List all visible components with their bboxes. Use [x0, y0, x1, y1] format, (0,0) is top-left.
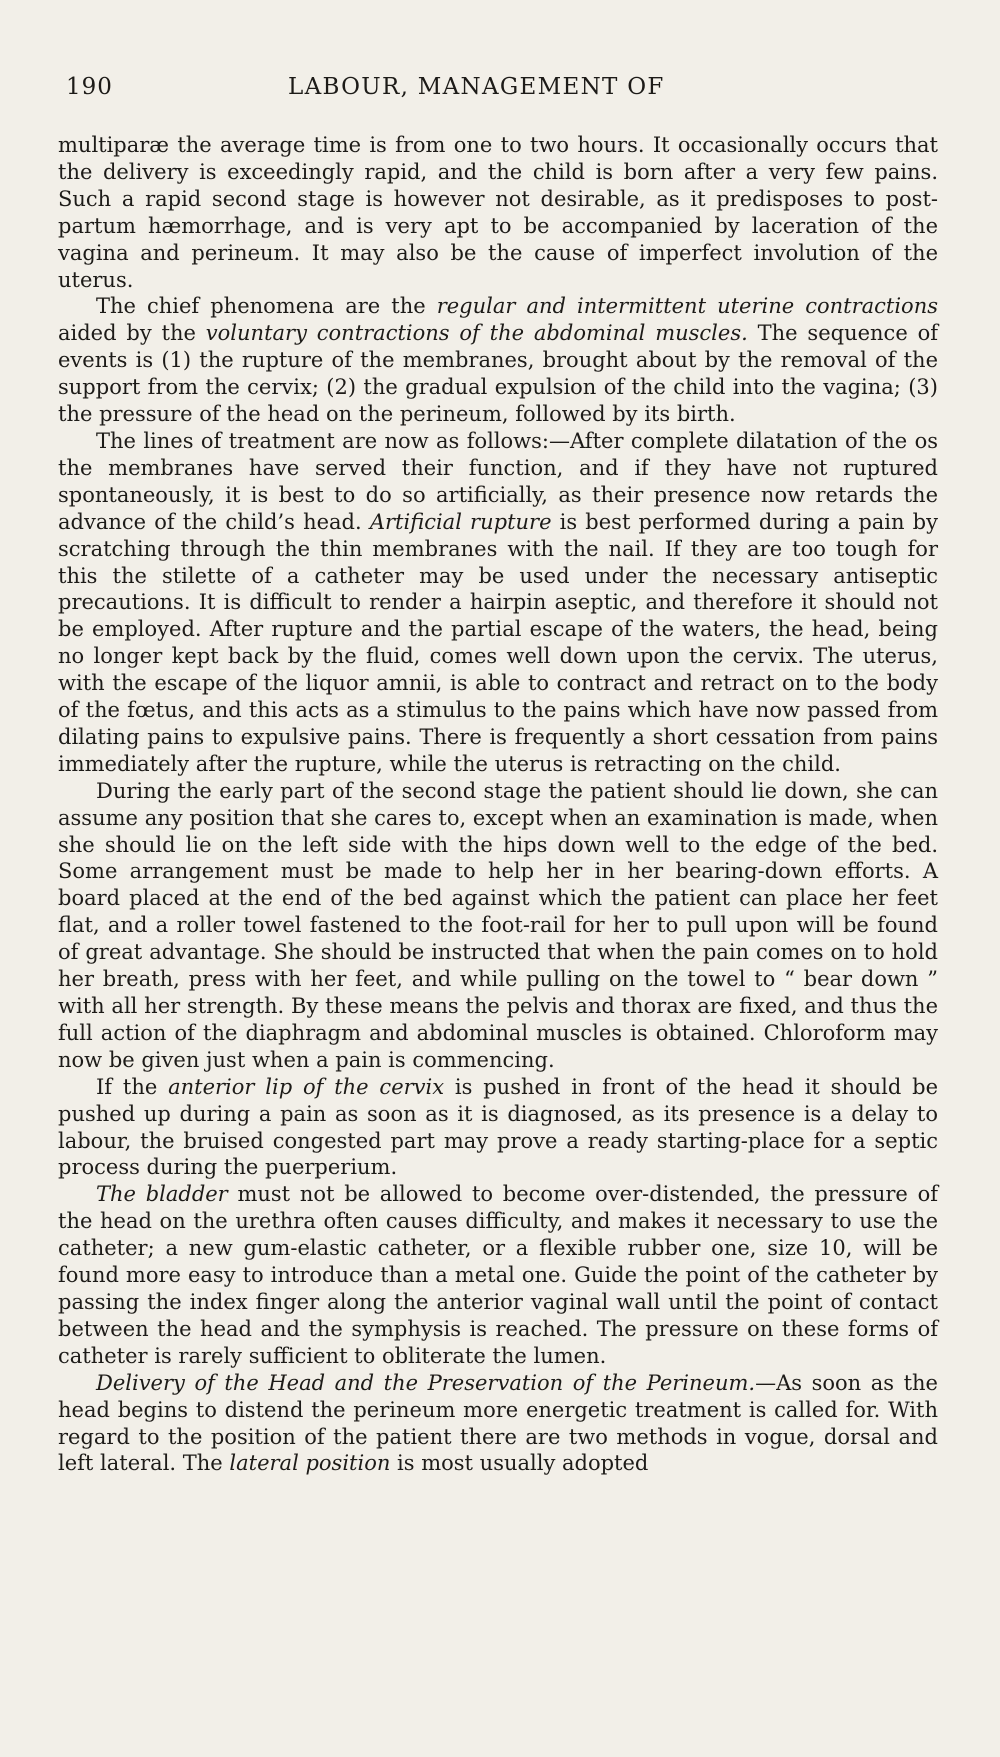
book-page	[58, 74, 938, 1477]
paragraph	[58, 293, 938, 428]
italic-text-run: Artificial rupture	[369, 509, 552, 534]
text-run: is best performed during a pain by scratching through the thin membranes with the nail. If they are too tough for this the stilette of a catheter may be used under the necessary antiseptic precautions. It is difficult to render a hairpin aseptic, and therefore it should not be employed. After rupture and the partial escape of the waters, the head, being no longer kept back by the fluid, comes well down upon the cervix. The uterus, with the escape of the liquor amnii, is able to contract and retract on to the body of the fœtus, and this acts as a stimulus to the pains which have now passed from dilating pains to expulsive pains. There is frequently a short cessation from pains immediately after the rupture, while the uterus is retracting on the child.	[58, 509, 938, 776]
paragraph	[58, 1370, 938, 1478]
running-title: LABOUR, MANAGEMENT OF	[288, 74, 665, 100]
text-run: If the	[96, 1074, 169, 1099]
italic-text-run: voluntary contractions of the abdominal muscles.	[205, 321, 748, 346]
paragraph	[58, 428, 938, 778]
text-run: During the early part of the second stage the patient should lie down, she can assume any position that she cares to, except when an examination is made, when she should lie on the left side with the hips down well to the edge of the bed. Some arrangement must be made to help her in her bearing-down efforts. A board placed at the end of the bed against which the patient can place her feet flat, and a roller towel fastened to the foot-rail for her to pull upon will be found of great advantage. She should be instructed that when the pain comes on to hold her breath, press with her feet, and while pulling on the towel to “ bear down ” with all her strength. By these means the pelvis and thorax are fixed, and thus the full action of the diaphragm and abdominal muscles is obtained. Chloroform may now be given just when a pain is commencing.	[58, 778, 938, 1072]
text-run: The chief phenomena are the	[96, 294, 437, 319]
paragraph	[58, 1181, 938, 1369]
paragraph	[58, 1074, 938, 1182]
italic-text-run: anterior lip of the cervix	[168, 1074, 445, 1099]
page-number: 190	[66, 74, 113, 100]
text-run: must not be allowed to become over-distended, the pressure of the head on the urethra often causes difficulty, and makes it necessary to use the catheter; a new gum-elastic catheter, or a flexible rubber one, size 10, will be found more easy to introduce than a metal one. Guide the point of the catheter by passing the index finger along the anterior vaginal wall until the point of contact between the head and the symphysis is reached. The pressure on these forms of catheter is rarely sufficient to obliterate the lumen.	[58, 1182, 939, 1368]
text-run: —As soon as the head begins to distend the perineum more energetic treatment is called for. With regard to the position of the patient there are two methods in vogue, dorsal and left lateral. The	[58, 1370, 938, 1476]
paragraph	[58, 778, 938, 1074]
body-text	[58, 132, 938, 1477]
text-run: The lines of treatment are now as follows:—After complete dilatation of the os the membranes have served their function, and if they have not ruptured spontaneously, it is best to do so artificially, as their presence now retards the advance of the child’s head.	[58, 428, 938, 534]
italic-text-run: The bladder	[96, 1182, 228, 1207]
text-run: The sequence of events is (1) the rupture of the membranes, brought about by the removal of the support from the cervix; (2) the gradual expulsion of the child into the vagina; (3) the pressure of the head on the perineum, followed by its birth.	[58, 321, 939, 427]
text-run: multiparæ the average time is from one to two hours. It occasionally occurs that the delivery is exceedingly rapid, and the child is born after a very few pains. Such a rapid second stage is however not desirable, as it predisposes to post-partum hæmorrhage, and is very apt to be accompanied by laceration of the vagina and perineum. It may also be the cause of imperfect involution of the uterus.	[58, 133, 938, 292]
text-run: is pushed in front of the head it should be pushed up during a pain as soon as it is diagnosed, as its presence is a delay to labour, the bruised congested part may prove a ready starting-place for a septic process during the puerperium.	[58, 1074, 938, 1180]
text-run: aided by the	[58, 321, 206, 346]
italic-text-run: regular and intermittent uterine contractions	[436, 294, 938, 319]
running-head	[58, 74, 938, 108]
text-run: is most usually adopted	[390, 1451, 649, 1476]
paragraph	[58, 132, 938, 293]
italic-text-run: Delivery of the Head and the Preservation of the Perineum.	[96, 1370, 756, 1395]
italic-text-run: lateral position	[229, 1451, 391, 1476]
